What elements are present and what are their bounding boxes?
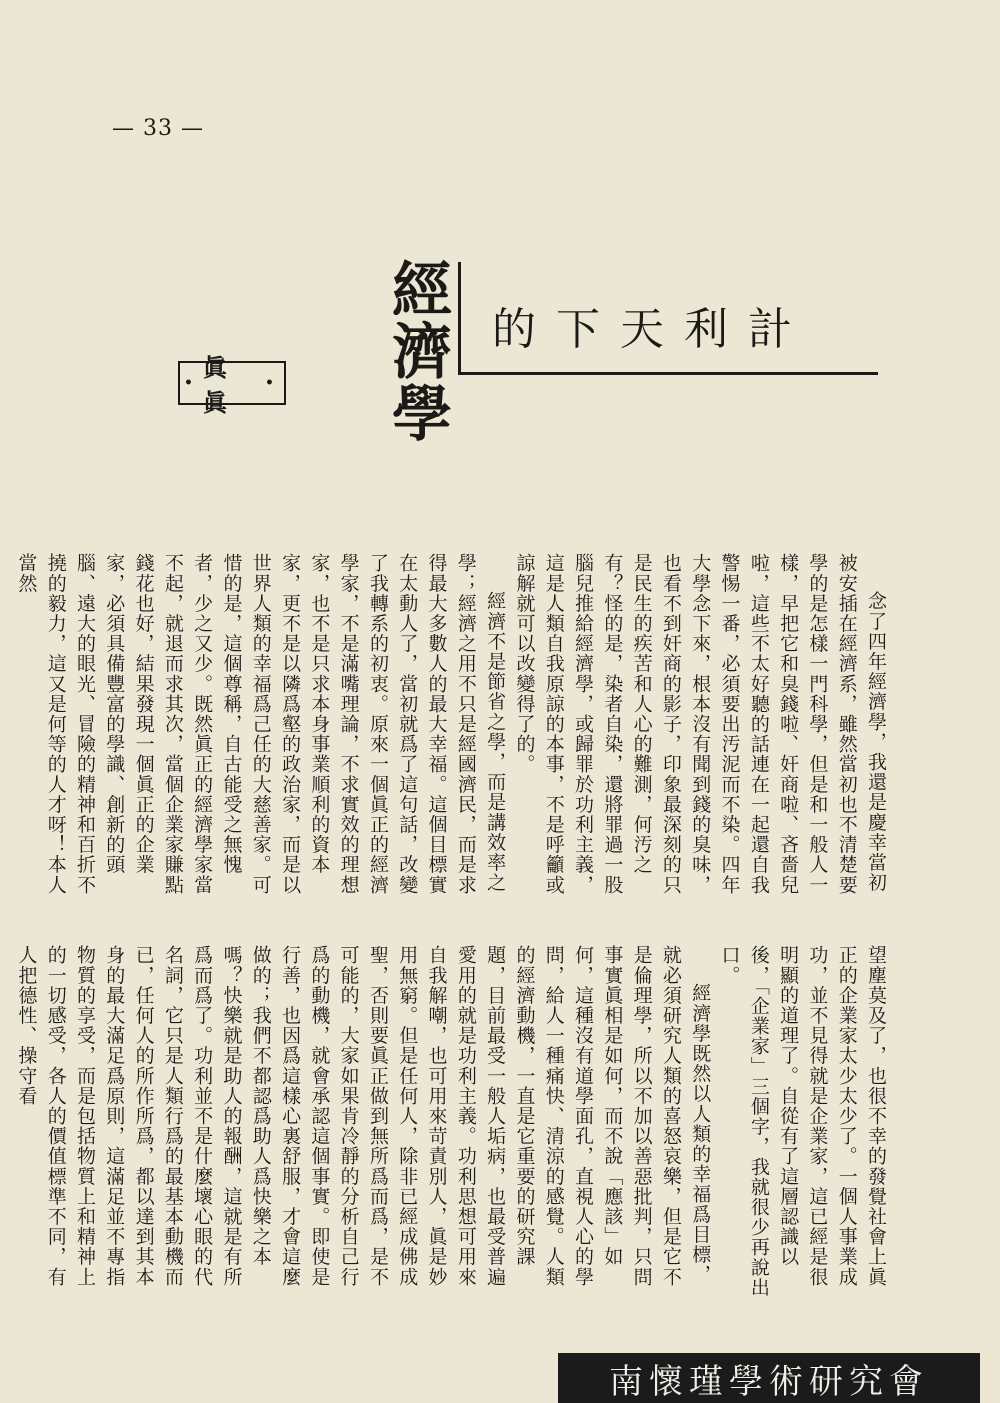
- watermark-label: 南懷瑾學術研究會: [558, 1353, 980, 1403]
- body-text-upper: [15, 553, 890, 898]
- article-title: 經濟學: [382, 258, 452, 444]
- paragraph: 望塵莫及了，也很不幸的發覺社會上眞正的企業家太少太少了。一個人事業成功，並不見得就是企業家，這已經是很明顯的道理了。自從有了這層認識以後，「企業家」三個字，我就很少再說出口。: [718, 945, 887, 1298]
- bullet-icon: •: [184, 375, 199, 391]
- body-text-lower: [15, 945, 890, 1300]
- paragraph: 經濟學既然以人類的幸福爲目標，就必須研究人類的喜怒哀樂，但是它不是倫理學，所以不加以善惡批判，只問事實眞相是如何，而不說「應該」如何，這種沒有道學面孔，直視人心的學問，給人一種痛快、清涼的感覺。人類的經濟動機，一直是它重要的研究課題，目前最受一般人垢病，也最受普遍愛用的就是功利主義。功利思想可用來自我解嘲，也可用來苛責別人，眞是妙用無窮。但是任何人，除非已經成佛成聖，否則要眞正做到無所爲而爲，是不可能的，大家如果肯冷靜的分析自己行爲的動機，就會承認這個事實。即使是行善，也因爲這樣心裏舒服，才會這麼做的；我們不都認爲助人爲快樂之本嗎？快樂就是助人的報酬，這就是有所爲而爲了。功利並不是什麼壞心眼的代名詞，它只是人類行爲的最基本動機而已，任何人的所作所爲，都以達到其本身的最大滿足爲原則，這滿足並不專指物質的享受，而是包括物質上和精神上的一切感受，各人的價值標準不同，有人把德性、操守看: [15, 945, 712, 1287]
- paragraph: 念了四年經濟學，我還是慶幸當初被安插在經濟系，雖然當初也不清楚要學的是怎樣一門科學，但是和一般人一樣，早把它和臭錢啦、奸商啦、吝嗇兒啦，這些不太好聽的話連在一起還自我警惕一番，必須要出汚泥而不染。四年大學念下來，根本沒有聞到錢的臭味，也看不到奸商的影子，印象最深刻的只是民生的疾苦和人心的難測，何汚之有？怪的是，染者自染，還將罪過一股腦兒推給經濟學，或歸罪於功利主義，這是人類自我原諒的本事，不是呼籲或諒解就可以改變得了的。: [513, 553, 887, 895]
- bullet-icon: •: [265, 375, 280, 391]
- article-subtitle: [492, 304, 812, 355]
- author-byline: [178, 353, 286, 417]
- title-divider-vertical: [458, 262, 461, 374]
- page-number: — 33 —: [112, 116, 204, 141]
- article-subtitle-text: 計利天下的: [492, 304, 812, 355]
- paragraph: 經濟不是節省之學，而是講效率之學；經濟之用不只是經國濟民，而是求得最大多數人的最大幸福。這個目標實在太動人了，當初就爲了這句話，改變了我轉系的初衷。原來一個眞正的經濟學家，不是滿嘴理論，不求實效的理想家，也不是只求本身事業順利的資本家，更不是以隣爲壑的政治家，而是以世界人類的幸福爲己任的大慈善家。可惜的是，這個尊稱，自古能受之無愧者，少之又少。既然眞正的經濟學家當不起，就退而求其次，當個企業家賺點錢花也好，結果發現一個眞正的企業家，必須具備豐富的學識、創新的頭腦、遠大的眼光、冒險的精神和百折不撓的毅力，這又是何等的人才呀！本人當然: [15, 553, 507, 895]
- title-divider-horizontal: [458, 372, 878, 375]
- author-name: 眞眞: [202, 353, 233, 417]
